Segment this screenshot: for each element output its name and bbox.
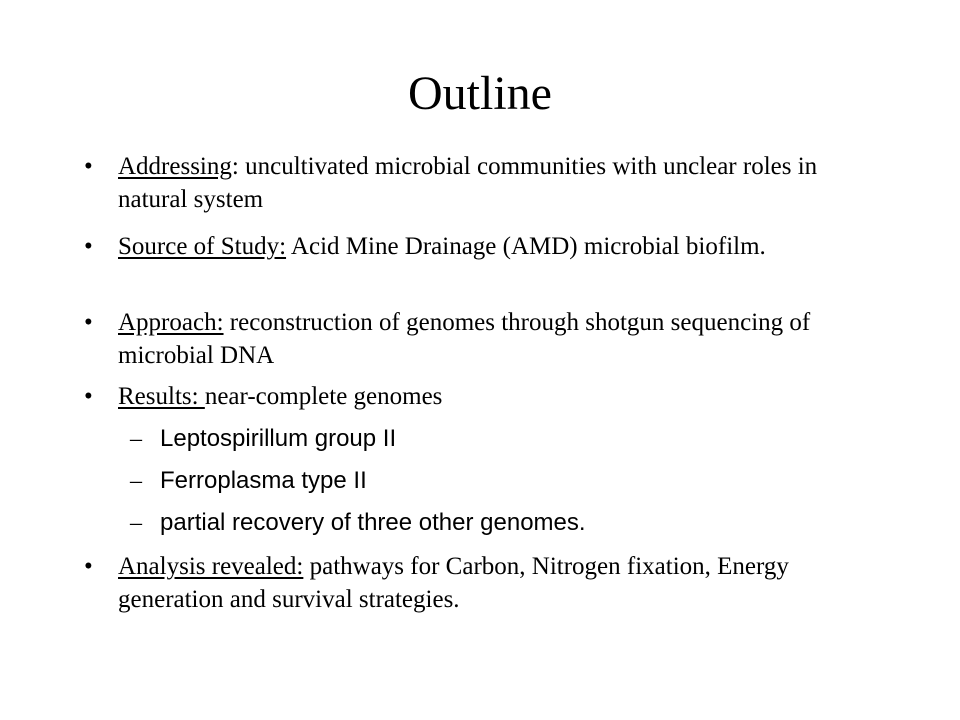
dash-icon: –	[130, 510, 142, 536]
bullet-icon: •	[84, 553, 93, 580]
bullet-content: Acid Mine Drainage (AMD) microbial biofilm.	[286, 233, 766, 260]
sub-item-text: Leptospirillum group II	[160, 425, 397, 452]
bullet-heading: Approach:	[118, 309, 224, 336]
bullet-text	[118, 550, 884, 616]
sub-item-ferroplasma	[130, 466, 890, 496]
bullet-icon: •	[84, 233, 93, 260]
sub-item-partial-recovery	[130, 508, 890, 538]
bullet-separator: :	[231, 153, 239, 180]
bullet-source-of-study	[84, 230, 884, 263]
bullet-heading: Results:	[118, 383, 205, 410]
dash-icon: –	[130, 468, 142, 494]
sub-item-text: partial recovery of three other genomes.	[160, 509, 586, 536]
bullet-text	[118, 230, 884, 263]
bullet-analysis-revealed	[84, 550, 884, 616]
sub-item-leptospirillum	[130, 424, 890, 454]
dash-icon: –	[130, 426, 142, 452]
bullet-addressing	[84, 150, 884, 216]
bullet-icon: •	[84, 309, 93, 336]
bullet-heading: Addressing	[118, 153, 232, 180]
bullet-content: near-complete genomes	[204, 383, 443, 410]
bullet-content: pathways for Carbon, Nitrogen fixation, Energy generation and survival strategies.	[118, 553, 789, 613]
bullet-text	[118, 380, 884, 413]
bullet-icon: •	[84, 153, 93, 180]
bullet-results	[84, 380, 884, 413]
bullet-approach	[84, 306, 884, 372]
bullet-heading: Source of Study:	[118, 233, 287, 260]
bullet-icon: •	[84, 383, 93, 410]
bullet-content: reconstruction of genomes through shotgun sequencing of microbial DNA	[118, 309, 811, 369]
bullet-text	[118, 306, 884, 372]
bullet-text	[118, 150, 884, 216]
sub-item-text: Ferroplasma type II	[160, 467, 367, 494]
bullet-content: uncultivated microbial communities with unclear roles in natural system	[118, 153, 818, 213]
bullet-heading: Analysis revealed:	[118, 553, 304, 580]
slide-title: Outline	[408, 67, 552, 120]
